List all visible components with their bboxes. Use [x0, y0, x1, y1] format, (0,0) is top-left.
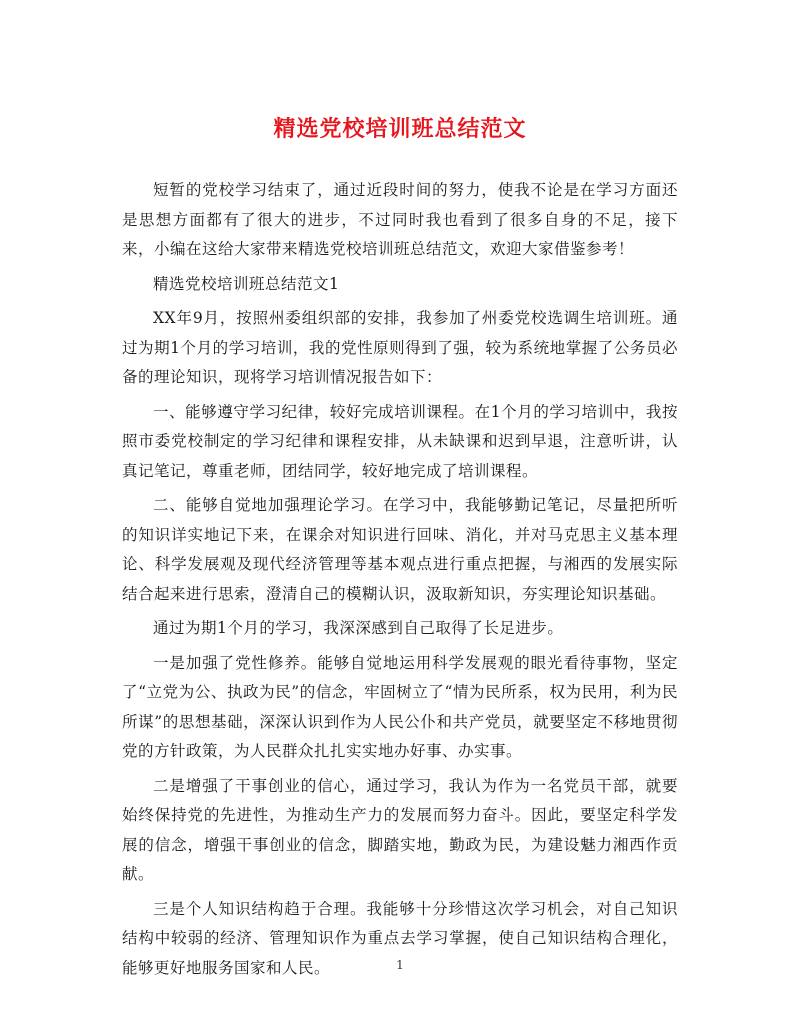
page-number: 1	[396, 958, 404, 972]
body-paragraph: XX年9月，按照州委组织部的安排，我参加了州委党校选调生培训班。通过为期1个月的学习培训，我的党性原则得到了强，较为系统地掌握了公务员必备的理论知识，现将学习培训情况报告如下：	[122, 309, 678, 386]
document-title: 精选党校培训班总结范文	[273, 116, 527, 142]
document-body	[122, 176, 678, 988]
body-paragraph: 三是个人知识结构趋于合理。我能够十分珍惜这次学习机会，对自己知识结构中较弱的经济、管理知识作为重点去学习掌握，使自己知识结构合理化，能够更好地服务国家和人民。	[122, 899, 678, 977]
body-paragraph: 二、能够自觉地加强理论学习。在学习中，我能够勤记笔记，尽量把所听的知识详实地记下来，在课余对知识进行回味、消化，并对马克思主义基本理论、科学发展观及现代经济管理等基本观点进行重点把握，与湘西的发展实际结合起来进行思索，澄清自己的模糊认识，汲取新知识，夯实理论知识基础。	[122, 496, 678, 603]
body-paragraph: 一是加强了党性修养。能够自觉地运用科学发展观的眼光看待事物，坚定了“立党为公、执政为民”的信念，牢固树立了“情为民所系，权为民用，利为民所谋”的思想基础，深深认识到作为人民公仆和共产党员，就要坚定不移地贯彻党的方针政策，为人民群众扎扎实实地办好事、办实事。	[122, 653, 678, 760]
body-paragraph: 通过为期1个月的学习，我深深感到自己取得了长足进步。	[153, 619, 564, 637]
body-paragraph: 二是增强了干事创业的信心，通过学习，我认为作为一名党员干部，就要始终保持党的先进性，为推动生产力的发展而努力奋斗。因此，要坚定科学发展的信念，增强干事创业的信念，脚踏实地，勤政为民，为建设魅力湘西作贡献。	[122, 776, 678, 883]
section-heading: 精选党校培训班总结范文1	[153, 274, 340, 293]
body-paragraph: 一、能够遵守学习纪律，较好完成培训课程。在1个月的学习培训中，我按照市委党校制定的学习纪律和课程安排，从未缺课和迟到早退，注意听讲，认真记笔记，尊重老师，团结同学，较好地完成了培训课程。	[122, 402, 678, 480]
intro-paragraph: 短暂的党校学习结束了，通过近段时间的努力，使我不论是在学习方面还是思想方面都有了很大的进步，不过同时我也看到了很多自身的不足，接下来，小编在这给大家带来精选党校培训班总结范文，欢迎大家借鉴参考！	[122, 181, 678, 258]
